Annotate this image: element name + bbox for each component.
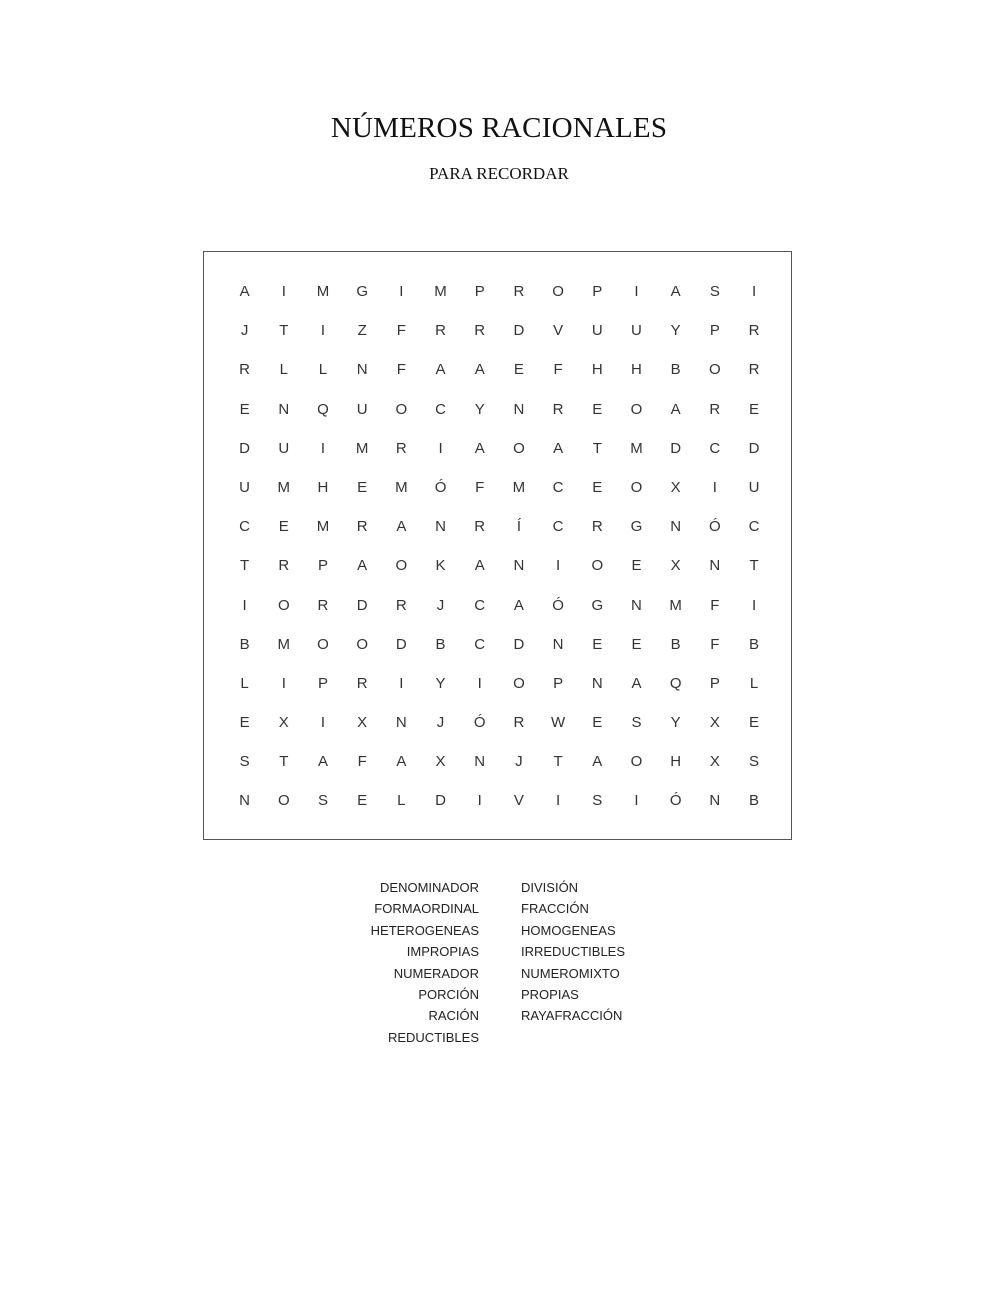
grid-cell[interactable]: R [278,557,290,575]
grid-cell[interactable]: A [670,283,681,300]
grid-cell[interactable]: L [240,674,249,692]
grid-cell[interactable]: C [239,518,251,536]
grid-cell[interactable]: O [709,361,721,379]
grid-cell[interactable]: U [748,478,760,496]
grid-cell[interactable]: J [240,322,249,340]
grid-cell[interactable]: X [357,714,368,732]
grid-cell[interactable]: R [395,596,407,614]
grid-cell[interactable]: N [513,400,525,418]
grid-cell[interactable]: Z [357,322,367,340]
page-title: NÚMEROS RACIONALES [330,112,668,144]
grid-cell[interactable]: P [553,674,564,692]
grid-cell[interactable]: P [709,322,720,340]
grid-cell[interactable]: N [474,753,486,771]
grid-cell[interactable]: N [552,635,564,653]
grid-cell[interactable]: A [513,596,524,614]
grid-cell[interactable]: A [239,283,250,300]
grid-cell[interactable]: Q [669,674,682,692]
grid-cell[interactable]: C [474,635,486,653]
grid-cell[interactable]: R [748,322,760,340]
grid-cell[interactable]: M [512,478,526,496]
grid-cell[interactable]: O [277,792,290,810]
grid-cell[interactable]: V [553,322,564,340]
page-subtitle: PARA RECORDAR [429,164,569,183]
grid-cell[interactable]: E [357,792,368,810]
grid-cell[interactable]: W [551,714,566,732]
grid-cell[interactable]: E [592,635,603,653]
grid-cell[interactable]: E [749,400,760,418]
word-list-item: HOMOGENEAS [521,922,616,938]
grid-cell[interactable]: N [631,596,642,614]
grid-cell[interactable]: F [475,478,485,496]
grid-cell[interactable]: C [709,439,721,457]
grid-cell[interactable]: Ó [473,714,486,732]
grid-cell[interactable]: N [278,400,290,418]
grid-cell[interactable]: E [239,400,250,418]
word-list-item: HETEROGENEAS [370,922,479,938]
grid-cell[interactable]: X [435,753,446,771]
grid-cell[interactable]: O [513,439,525,457]
grid-cell[interactable]: R [395,439,407,457]
grid-cell[interactable]: S [239,753,250,771]
grid-cell[interactable]: D [670,439,682,457]
grid-cell[interactable]: M [669,596,682,614]
grid-cell[interactable]: L [397,792,406,810]
grid-cell[interactable]: B [670,635,681,653]
grid-cell[interactable]: I [556,557,561,575]
grid-cell[interactable]: I [320,439,326,457]
grid-cell[interactable]: I [556,792,561,810]
grid-cell[interactable]: E [631,635,642,653]
word-list-item: PROPIAS [521,986,579,1002]
grid-cell[interactable]: F [357,753,367,771]
grid-cell[interactable]: R [435,322,446,340]
grid-cell[interactable]: E [592,400,603,418]
grid-cell[interactable]: R [513,714,525,732]
grid-cell[interactable]: K [435,557,446,575]
grid-cell[interactable]: R [748,361,760,379]
grid-cell[interactable]: A [396,753,407,771]
grid-cell[interactable]: T [553,753,563,771]
grid-cell[interactable]: A [592,753,603,771]
grid-cell[interactable]: I [477,674,482,692]
grid-cell[interactable]: B [749,635,760,653]
grid-cell[interactable]: N [709,792,721,810]
grid-cell[interactable]: A [631,674,642,692]
grid-cell[interactable]: D [395,635,407,653]
word-list-item: RAYAFRACCIÓN [521,1008,623,1024]
grid-cell[interactable]: R [356,518,368,536]
grid-cell[interactable]: E [513,361,524,379]
word-list-right-column [521,877,721,1027]
grid-cell[interactable]: O [630,478,643,496]
grid-cell[interactable]: O [630,400,643,418]
grid-cell[interactable]: A [474,557,485,575]
grid-cell[interactable]: X [709,714,720,732]
grid-cell[interactable]: B [670,361,681,379]
grid-cell[interactable]: H [317,478,329,496]
grid-cell[interactable]: N [709,557,721,575]
grid-cell[interactable]: R [474,322,486,340]
grid-cell[interactable]: N [513,557,525,575]
grid-cell[interactable]: L [279,361,288,379]
grid-cell[interactable]: X [670,557,681,575]
grid-cell[interactable]: E [592,714,603,732]
grid-cell[interactable]: T [240,557,250,575]
word-list-item: NUMEROMIXTO [521,965,620,981]
grid-cell[interactable]: I [634,792,639,810]
grid-cell[interactable]: P [317,674,328,692]
grid-cell[interactable]: F [396,322,406,340]
grid-cell[interactable]: M [434,283,447,300]
grid-cell[interactable]: A [553,439,564,457]
grid-cell[interactable]: O [552,283,564,300]
grid-cell[interactable]: D [239,439,251,457]
grid-cell[interactable]: A [317,753,328,771]
grid-cell[interactable]: N [591,674,603,692]
grid-cell[interactable]: I [477,792,482,810]
grid-cell[interactable]: S [631,714,642,732]
grid-cell[interactable]: Y [435,674,446,692]
grid-cell[interactable]: R [709,400,721,418]
grid-cell[interactable]: I [751,596,757,614]
grid-cell[interactable]: I [320,714,326,732]
grid-cell[interactable]: R [591,518,603,536]
grid-cell[interactable]: O [513,674,525,692]
grid-cell[interactable]: U [356,400,368,418]
grid-cell[interactable]: A [357,557,368,575]
grid-cell[interactable]: O [630,753,643,771]
grid-cell[interactable]: E [631,557,642,575]
grid-cell[interactable]: X [709,753,720,771]
grid-cell[interactable]: D [748,439,760,457]
grid-cell[interactable]: B [749,792,760,810]
grid-cell[interactable]: F [710,635,720,653]
word-list-item: PORCIÓN [418,986,479,1002]
grid-cell[interactable]: I [438,439,443,457]
grid-cell[interactable]: J [436,714,445,732]
grid-cell[interactable]: C [552,518,564,536]
grid-cell[interactable]: I [712,478,717,496]
grid-cell[interactable]: N [435,518,446,536]
grid-cell[interactable]: U [591,322,603,340]
grid-cell[interactable]: Y [670,322,681,340]
word-list-item: IMPROPIAS [406,944,479,960]
grid-cell[interactable]: M [316,518,330,536]
grid-cell[interactable]: M [355,439,369,457]
grid-cell[interactable]: S [317,792,328,810]
grid-cell[interactable]: Í [516,518,521,536]
grid-cell[interactable]: E [592,478,603,496]
grid-cell[interactable]: C [748,518,760,536]
word-list-item: FRACCIÓN [521,901,589,917]
grid-cell[interactable]: R [552,400,564,418]
grid-cell[interactable]: U [278,439,290,457]
grid-cell[interactable]: J [515,753,523,771]
grid-cell[interactable]: O [277,596,290,614]
grid-cell[interactable]: C [435,400,446,418]
grid-cell[interactable]: M [277,635,291,653]
grid-cell[interactable]: A [474,361,485,379]
grid-cell[interactable]: H [631,361,642,379]
grid-cell[interactable]: O [317,635,329,653]
grid-cell[interactable]: A [396,518,407,536]
grid-cell[interactable]: R [356,674,368,692]
grid-cell[interactable]: I [320,322,326,340]
grid-cell[interactable]: O [356,635,368,653]
grid-cell[interactable]: Y [474,400,485,418]
word-list-item: IRREDUCTIBLES [521,944,626,960]
grid-cell[interactable]: M [277,478,291,496]
grid-cell[interactable]: D [513,322,525,340]
grid-cell[interactable]: L [749,674,759,692]
word-list-item: DENOMINADOR [380,880,479,895]
grid-cell[interactable]: P [317,557,328,575]
grid-cell[interactable]: H [591,361,603,379]
grid-cell[interactable]: I [399,674,404,692]
grid-cell[interactable]: X [278,714,289,732]
grid-cell[interactable]: Ó [434,478,447,496]
grid-cell[interactable]: D [356,596,368,614]
grid-cell[interactable]: D [435,792,446,810]
grid-cell[interactable]: S [709,283,720,300]
grid-cell[interactable]: E [357,478,368,496]
grid-cell[interactable]: C [552,478,564,496]
grid-cell[interactable]: P [709,674,720,692]
grid-cell[interactable]: O [591,557,604,575]
grid-cell[interactable]: T [279,322,289,340]
grid-cell[interactable]: P [592,283,603,300]
word-list-item: REDUCTIBLES [387,1029,479,1045]
grid-cell[interactable]: I [281,674,286,692]
grid-cell[interactable]: T [279,753,289,771]
grid-cell[interactable]: O [395,400,408,418]
grid-cell[interactable]: X [670,478,681,496]
grid-cell[interactable]: F [710,596,720,614]
grid-cell[interactable]: B [239,635,250,653]
word-list-item: FORMAORDINAL [374,901,479,917]
grid-cell[interactable]: Ó [709,518,721,536]
grid-cell[interactable]: N [239,792,251,810]
grid-cell[interactable]: R [474,518,486,536]
grid-cell[interactable]: B [435,635,446,653]
grid-cell[interactable]: I [399,283,404,300]
grid-cell[interactable]: O [395,557,408,575]
grid-cell[interactable]: I [751,283,757,300]
word-list-item: NUMERADOR [393,965,479,981]
word-search-board [203,251,792,840]
grid-cell[interactable]: J [436,596,445,614]
grid-cell[interactable]: G [630,518,643,536]
grid-cell[interactable]: T [749,557,759,575]
grid-cell[interactable]: D [513,635,525,653]
grid-cell[interactable]: I [242,596,247,614]
grid-cell[interactable]: F [396,361,406,379]
grid-cell[interactable]: Y [670,714,681,732]
word-list-item: RACIÓN [428,1008,479,1024]
grid-cell[interactable]: I [634,283,639,300]
grid-cell[interactable]: U [631,322,642,340]
grid-cell[interactable]: C [474,596,486,614]
grid-cell[interactable]: V [513,792,524,810]
grid-cell[interactable]: A [435,361,446,379]
grid-cell[interactable]: I [281,283,286,300]
grid-cell[interactable]: F [553,361,563,379]
grid-cell[interactable]: A [670,400,681,418]
grid-cell[interactable]: M [630,439,643,457]
grid-cell[interactable]: H [670,753,682,771]
grid-cell[interactable]: R [239,361,251,379]
grid-cell[interactable]: R [317,596,329,614]
grid-cell[interactable]: R [513,283,525,300]
grid-cell[interactable]: E [278,518,289,536]
grid-cell[interactable]: U [239,478,251,496]
grid-cell[interactable]: N [670,518,682,536]
grid-cell[interactable]: G [591,596,604,614]
word-list-item: DIVISIÓN [521,880,579,895]
grid-cell[interactable]: E [239,714,250,732]
grid-cell[interactable]: G [356,283,368,300]
grid-cell[interactable]: Q [317,400,329,418]
grid-cell[interactable]: T [592,439,602,457]
word-list-left-column [300,877,479,1048]
grid-cell[interactable]: Ó [669,792,682,810]
grid-cell[interactable]: Ó [552,596,564,614]
grid-cell[interactable]: L [318,361,328,379]
grid-cell[interactable]: E [749,714,760,732]
grid-cell[interactable]: M [395,478,408,496]
grid-cell[interactable]: M [316,283,330,300]
grid-cell[interactable]: A [474,439,485,457]
letter-grid [225,272,774,821]
grid-cell[interactable]: S [749,753,760,771]
grid-cell[interactable]: P [474,283,485,300]
grid-cell[interactable]: N [356,361,368,379]
grid-cell[interactable]: N [395,714,407,732]
grid-cell[interactable]: S [592,792,603,810]
